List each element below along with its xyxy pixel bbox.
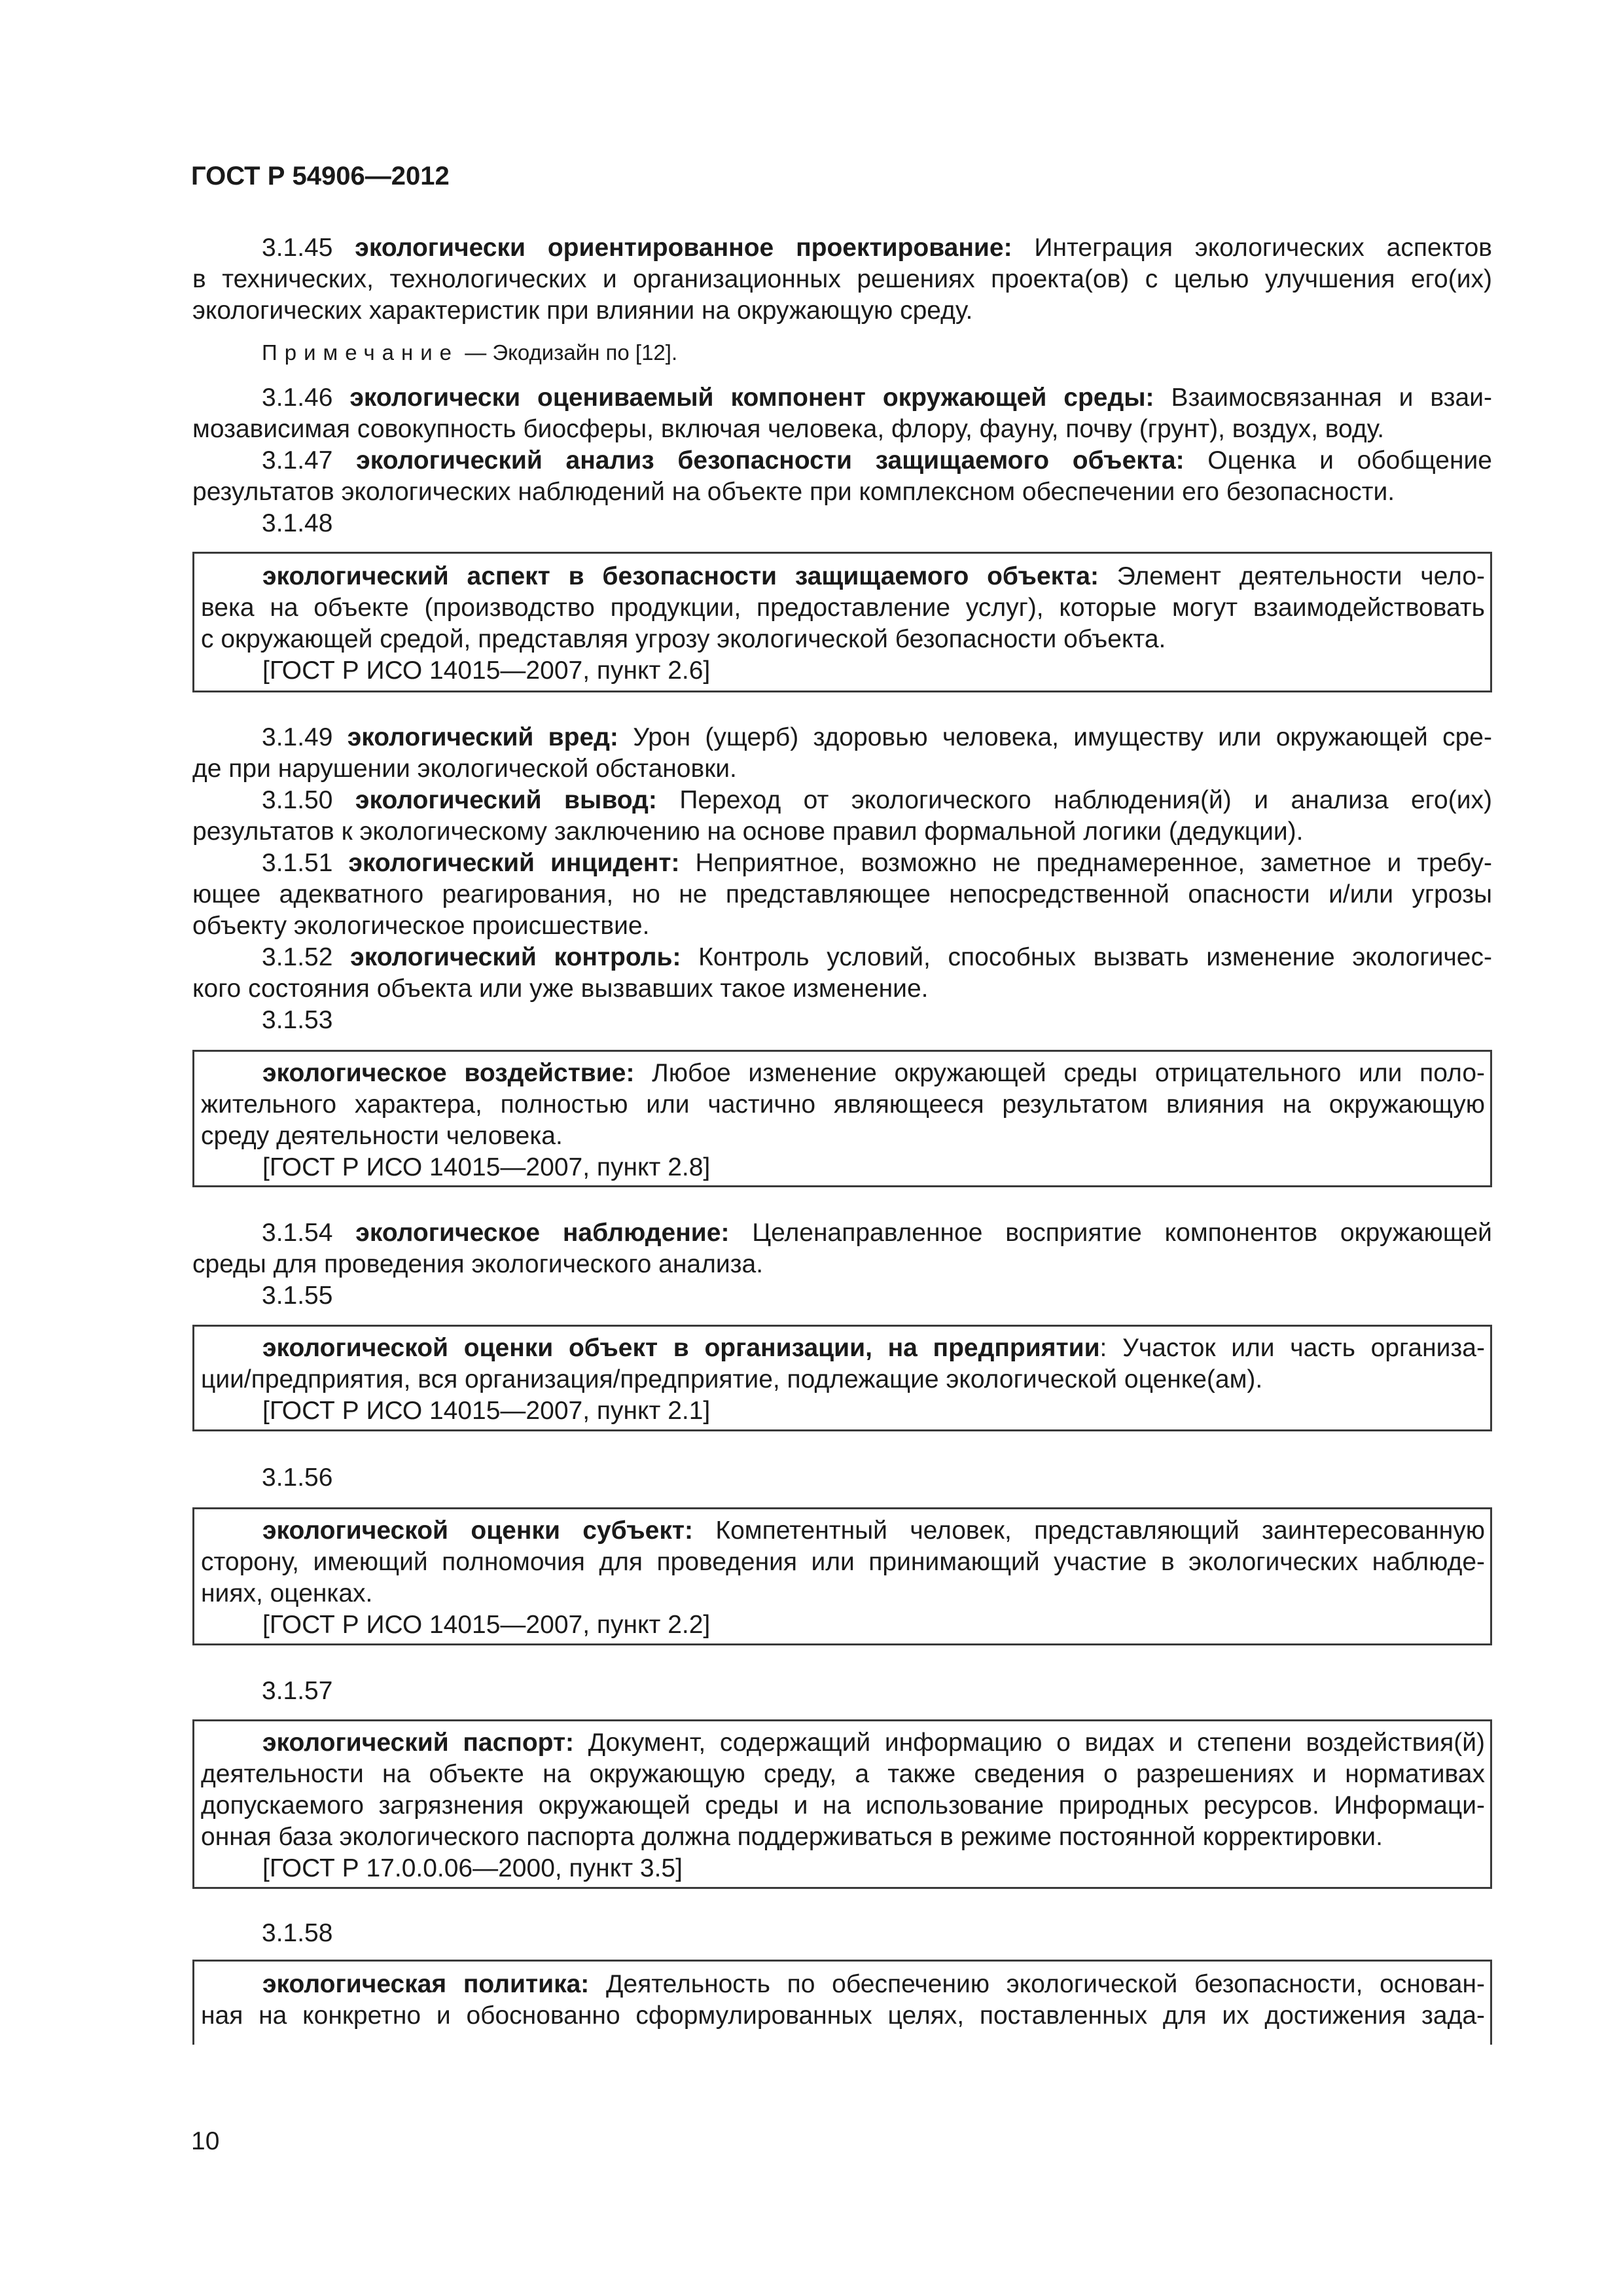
source-reference: [ГОСТ Р ИСО 14015—2007, пункт 2.6] — [262, 656, 711, 685]
term-number: 3.1.48 — [262, 509, 333, 537]
term-number: 3.1.51 — [262, 849, 333, 877]
term-3-1-55 — [262, 1333, 1485, 1364]
term-number: 3.1.58 — [262, 1919, 333, 1947]
term-number: 3.1.50 — [262, 786, 333, 814]
definition-line: века на объекте (производство продукции, предоставление услуг), которые могут взаимодействовать — [201, 594, 1485, 622]
term-number: 3.1.54 — [262, 1219, 333, 1247]
term-title: экологический вред: — [347, 723, 618, 751]
term-3-1-45 — [262, 232, 1492, 264]
term-number: 3.1.53 — [262, 1006, 333, 1034]
term-3-1-47 — [262, 445, 1492, 476]
term-title: экологической оценки субъект: — [262, 1516, 693, 1545]
definition-line: ниях, оценках. — [201, 1579, 373, 1607]
note-label: Примечание — [262, 340, 459, 365]
term-title: экологическая политика: — [262, 1970, 590, 1998]
definition-line: объекту экологическое происшествие. — [192, 912, 650, 940]
term-definition: Урон (ущерб) здоровью человека, имуществу или окружающей сре- — [633, 723, 1492, 751]
term-number: 3.1.49 — [262, 723, 333, 751]
definition-line: ции/предприятия, вся организация/предприятие, подлежащие экологической оценке(ам). — [201, 1365, 1263, 1393]
term-3-1-51 — [262, 848, 1492, 879]
term-definition: Оценка и обобщение — [1207, 446, 1492, 475]
term-3-1-48 — [262, 561, 1485, 592]
definition-line: жительного характера, полностью или частично являющееся результатом влияния на окружающую — [201, 1090, 1485, 1119]
term-definition: Любое изменение окружающей среды отрицательного или поло- — [652, 1059, 1485, 1087]
term-number: 3.1.47 — [262, 446, 333, 475]
term-definition: Контроль условий, способных вызвать изменение экологичес- — [698, 943, 1492, 971]
definition-line: результатов экологических наблюдений на объекте при комплексном обеспечении его безопасности. — [192, 478, 1395, 506]
term-3-1-52 — [262, 942, 1492, 973]
note-text: — Экодизайн по [12]. — [465, 340, 678, 365]
quoted-definition-box — [192, 552, 1492, 692]
quoted-definition-box — [192, 1325, 1492, 1431]
term-title: экологическое наблюдение: — [355, 1219, 730, 1247]
quoted-definition-box — [192, 1050, 1492, 1187]
term-definition: Интеграция экологических аспектов — [1034, 234, 1492, 262]
term-title: экологический контроль: — [350, 943, 681, 971]
term-3-1-57 — [262, 1727, 1485, 1759]
term-number: 3.1.46 — [262, 384, 333, 412]
term-number: 3.1.52 — [262, 943, 333, 971]
definition-line: деятельности на объекте на окружающую среду, а также сведения о разрешениях и нормативах — [201, 1760, 1485, 1788]
term-3-1-54 — [262, 1217, 1492, 1249]
definition-line: мозависимая совокупность биосферы, включая человека, флору, фауну, почву (грунт), воздух, воду. — [192, 415, 1385, 443]
definition-line: результатов к экологическому заключению на основе правил формальной логики (дедукции). — [192, 817, 1304, 846]
term-3-1-56 — [262, 1515, 1485, 1547]
term-definition: Целенаправленное восприятие компонентов окружающей — [752, 1219, 1492, 1247]
document-header: ГОСТ Р 54906—2012 — [191, 162, 450, 190]
term-title: экологический вывод: — [355, 786, 657, 814]
source-reference: [ГОСТ Р ИСО 14015—2007, пункт 2.2] — [262, 1611, 711, 1639]
definition-line: допускаемого загрязнения окружающей среды и на использование природных ресурсов. Информаци- — [201, 1791, 1485, 1820]
quoted-definition-box — [192, 1719, 1492, 1889]
term-title: экологически ориентированное проектирование: — [355, 234, 1012, 262]
term-definition: Элемент деятельности чело- — [1116, 562, 1485, 590]
term-number: 3.1.45 — [262, 234, 333, 262]
term-3-1-53 — [262, 1058, 1485, 1089]
term-definition: Компетентный человек, представляющий заинтересованную — [715, 1516, 1485, 1545]
definition-line: среды для проведения экологического анализа. — [192, 1250, 764, 1278]
term-3-1-46 — [262, 382, 1492, 414]
term-definition: Деятельность по обеспечению экологической безопасности, основан- — [605, 1970, 1485, 1998]
term-title: экологическое воздействие: — [262, 1059, 635, 1087]
term-3-1-49 — [262, 722, 1492, 753]
term-title: экологической оценки объект в организации, на предприятии — [262, 1334, 1100, 1362]
term-definition: Взаимосвязанная и взаи- — [1171, 384, 1492, 412]
page-number: 10 — [191, 2127, 220, 2155]
definition-line: в технических, технологических и организационных решениях проекта(ов) с целью улучшения его(их) — [192, 265, 1492, 293]
term-number: 3.1.56 — [262, 1463, 333, 1492]
note — [262, 337, 677, 368]
definition-line: ющее адекватного реагирования, но не представляющее непосредственной опасности и/или угрозы — [192, 880, 1492, 908]
term-definition: Документ, содержащий информацию о видах и степени воздействия(й) — [588, 1729, 1485, 1757]
definition-line: ная на конкретно и обоснованно сформулированных целях, поставленных для их достижения зада- — [201, 2001, 1485, 2030]
source-reference: [ГОСТ Р ИСО 14015—2007, пункт 2.1] — [262, 1397, 711, 1425]
term-number: 3.1.55 — [262, 1282, 333, 1310]
quoted-definition-box — [192, 1960, 1492, 2045]
term-title: экологический инцидент: — [348, 849, 680, 877]
definition-line: сторону, имеющий полномочия для проведения или принимающий участие в экологических наблюде- — [201, 1548, 1485, 1576]
definition-line: кого состояния объекта или уже вызвавших такое изменение. — [192, 975, 929, 1003]
term-title: экологический анализ безопасности защищаемого объекта: — [356, 446, 1185, 475]
term-title: экологически оцениваемый компонент окружающей среды: — [349, 384, 1154, 412]
definition-line: онная база экологического паспорта должна поддерживаться в режиме постоянной корректировки. — [201, 1823, 1383, 1851]
source-reference: [ГОСТ Р ИСО 14015—2007, пункт 2.8] — [262, 1153, 711, 1181]
source-reference: [ГОСТ Р 17.0.0.06—2000, пункт 3.5] — [262, 1854, 683, 1882]
term-title: экологический аспект в безопасности защищаемого объекта: — [262, 562, 1099, 590]
term-number: 3.1.57 — [262, 1677, 333, 1705]
definition-line: де при нарушении экологической обстановки. — [192, 755, 737, 783]
term-definition: : Участок или часть организа- — [1099, 1334, 1485, 1362]
term-3-1-50 — [262, 785, 1492, 816]
quoted-definition-box — [192, 1507, 1492, 1645]
term-title: экологический паспорт: — [262, 1729, 575, 1757]
definition-line: экологических характеристик при влиянии на окружающую среду. — [192, 296, 973, 325]
definition-line: с окружающей средой, представляя угрозу экологической безопасности объекта. — [201, 625, 1166, 653]
term-definition: Неприятное, возможно не преднамеренное, заметное и требу- — [695, 849, 1492, 877]
term-3-1-58 — [262, 1969, 1485, 2000]
term-definition: Переход от экологического наблюдения(й) и анализа его(их) — [679, 786, 1492, 814]
definition-line: среду деятельности человека. — [201, 1122, 563, 1150]
